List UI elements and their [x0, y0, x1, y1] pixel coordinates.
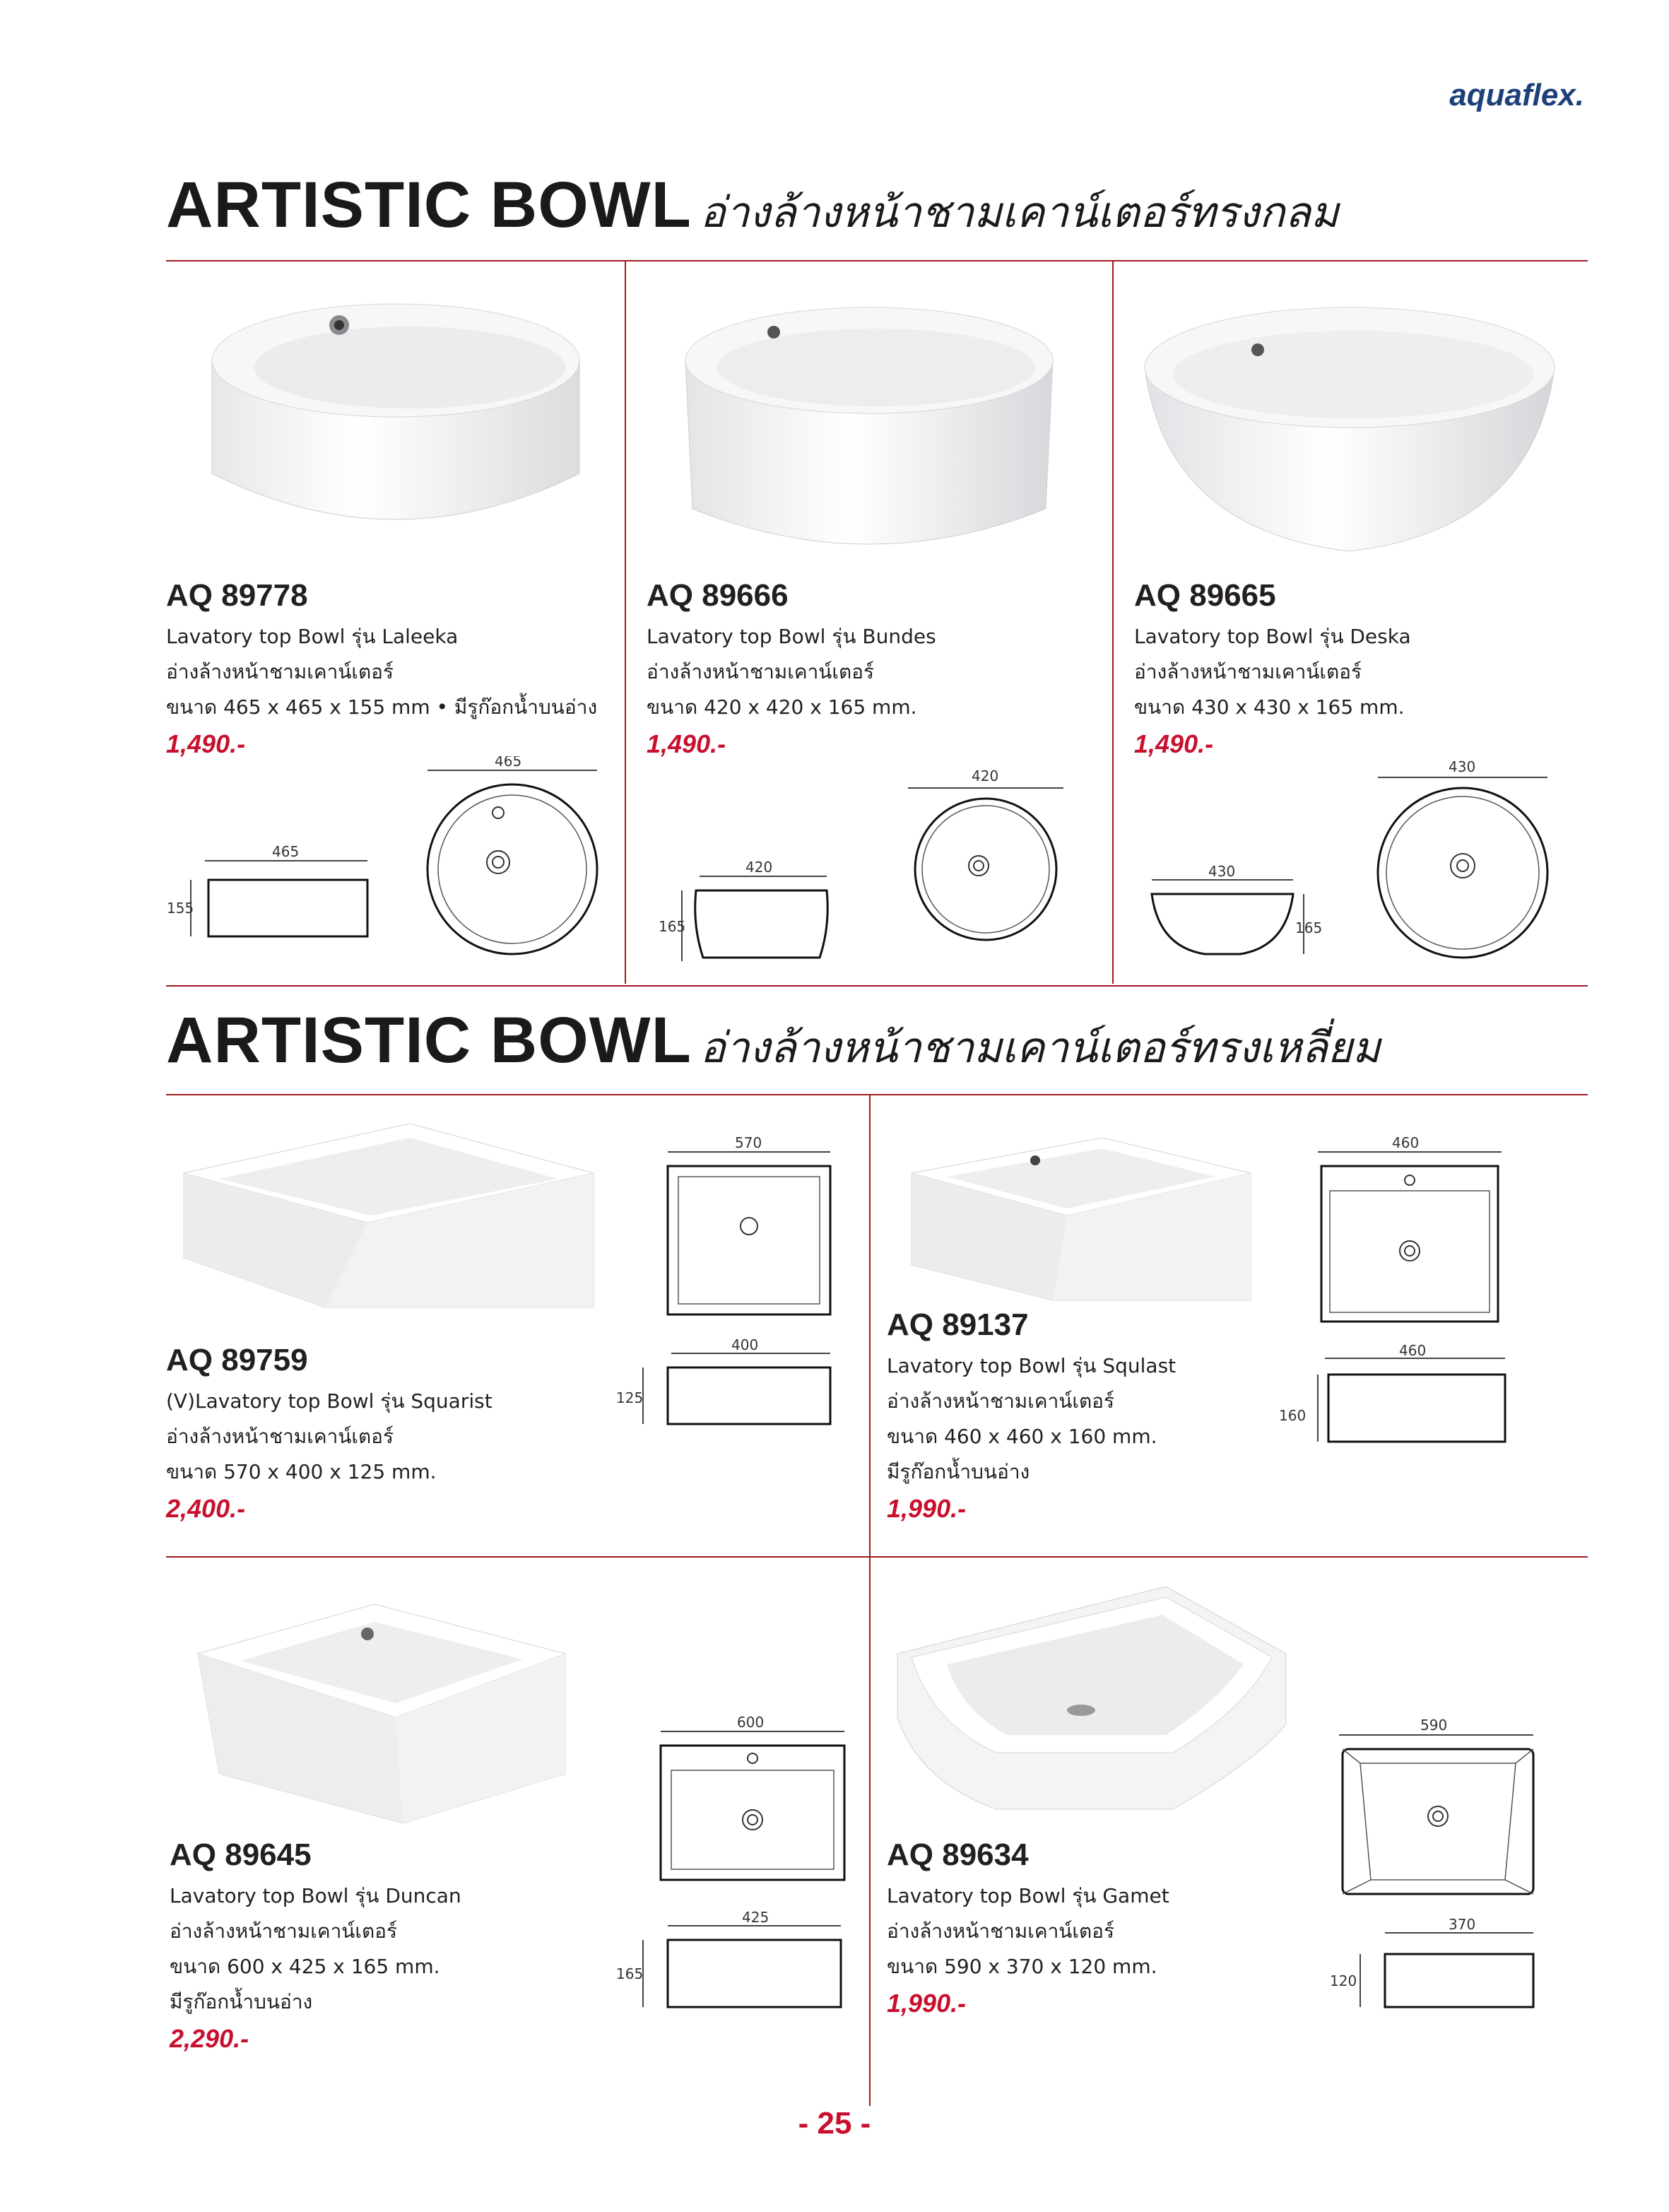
dim-width-label: 465: [272, 843, 300, 860]
dim-width-label: 425: [742, 1909, 769, 1926]
product-code: AQ 89778: [166, 578, 308, 613]
product-name: Lavatory top Bowl รุ่น Deska: [1134, 625, 1411, 648]
side-view-drawing-duncan: [615, 1908, 848, 2014]
dim-width-label: 370: [1449, 1916, 1476, 1933]
product-note: มีรูก๊อกน้ำบนอ่าง: [170, 1990, 313, 2013]
product-size: ขนาด 600 x 425 x 165 mm.: [170, 1955, 440, 1978]
product-card-aq89778: [166, 578, 597, 763]
product-code: AQ 89666: [647, 578, 789, 613]
side-view-drawing-deska: [1141, 855, 1339, 961]
product-type: อ่างล้างหน้าชามเคาน์เตอร์: [887, 1919, 1115, 1943]
product-card-aq89666: [647, 578, 936, 763]
product-card-aq89665: [1134, 578, 1411, 763]
product-note: มีรูก๊อกน้ำบนอ่าง: [887, 1460, 1030, 1483]
section-square-title: [166, 1004, 1381, 1081]
product-name: Lavatory top Bowl รุ่น Squlast: [887, 1354, 1176, 1377]
product-code: AQ 89137: [887, 1307, 1029, 1342]
product-name: Lavatory top Bowl รุ่น Duncan: [170, 1884, 461, 1907]
dim-width-label: 420: [745, 859, 773, 876]
section-round-title-en: ARTISTIC BOWL: [166, 169, 692, 241]
dim-width-label: 590: [1420, 1717, 1448, 1734]
section-square-title-th: อ่างล้างหน้าชามเคาน์เตอร์ทรงเหลี่ยม: [700, 1023, 1381, 1073]
page-number: - 25 -: [798, 2106, 871, 2141]
divider: [166, 985, 1588, 987]
product-type: อ่างล้างหน้าชามเคาน์เตอร์: [647, 660, 875, 683]
side-view-drawing-squlast: [1272, 1343, 1512, 1449]
top-view-drawing-deska: [1367, 756, 1558, 961]
top-view-drawing-gamet: [1328, 1710, 1540, 1901]
dim-width-label: 465: [495, 756, 522, 770]
top-view-drawing-bundes: [901, 763, 1071, 947]
divider: [166, 1556, 1588, 1558]
product-photo-bundes: [678, 297, 1060, 565]
product-photo-gamet: [890, 1576, 1293, 1823]
product-size: ขนาด 590 x 370 x 120 mm.: [887, 1955, 1157, 1978]
dim-width-label: 570: [735, 1134, 762, 1151]
top-view-drawing-laleeka: [417, 756, 608, 961]
product-name: Lavatory top Bowl รุ่น Laleeka: [166, 625, 459, 648]
product-photo-squlast: [904, 1131, 1258, 1314]
product-code: AQ 89645: [170, 1837, 312, 1872]
dim-height-label: 160: [1279, 1407, 1307, 1424]
product-photo-squarist: [177, 1117, 601, 1329]
product-size: ขนาด 570 x 400 x 125 mm.: [166, 1460, 437, 1483]
product-size: ขนาด 420 x 420 x 165 mm.: [647, 695, 917, 719]
product-price: 2,400.-: [166, 1494, 246, 1523]
section-round-title-th: อ่างล้างหน้าชามเคาน์เตอร์ทรงกลม: [700, 188, 1339, 237]
product-type: อ่างล้างหน้าชามเคาน์เตอร์: [166, 1425, 394, 1448]
product-type: อ่างล้างหน้าชามเคาน์เตอร์: [170, 1919, 398, 1943]
product-card-aq89645: [170, 1837, 461, 2058]
top-view-drawing-squlast: [1314, 1131, 1505, 1329]
product-card-aq89759: [166, 1343, 493, 1528]
product-price: 1,490.-: [647, 729, 726, 758]
product-name: Lavatory top Bowl รุ่น Gamet: [887, 1884, 1169, 1907]
divider: [166, 1094, 1588, 1095]
dim-height-label: 165: [616, 1965, 644, 1982]
product-card-aq89634: [887, 1837, 1169, 2023]
dim-height-label: 165: [659, 918, 686, 935]
product-price: 2,290.-: [170, 2024, 249, 2053]
product-type: อ่างล้างหน้าชามเคาน์เตอร์: [887, 1389, 1115, 1413]
side-view-drawing-squarist: [615, 1336, 841, 1435]
side-view-drawing-gamet: [1328, 1915, 1540, 2014]
side-view-drawing-bundes: [657, 855, 841, 968]
product-photo-deska: [1138, 297, 1562, 565]
product-type: อ่างล้างหน้าชามเคาน์เตอร์: [166, 660, 394, 683]
dim-width-label: 460: [1392, 1134, 1420, 1151]
product-code: AQ 89759: [166, 1343, 308, 1377]
product-photo-laleeka: [198, 283, 594, 565]
top-view-drawing-squarist: [664, 1131, 834, 1322]
dim-height-label: 125: [616, 1389, 644, 1406]
dim-width-label: 430: [1208, 863, 1236, 880]
product-price: 1,490.-: [1134, 729, 1214, 758]
product-price: 1,990.-: [887, 1494, 967, 1523]
product-name: (V)Lavatory top Bowl รุ่น Squarist: [166, 1389, 493, 1413]
dim-width-label: 400: [731, 1336, 759, 1353]
column-divider: [869, 1095, 871, 2106]
dim-width-label: 420: [972, 767, 999, 784]
product-price: 1,490.-: [166, 729, 246, 758]
dim-height-label: 155: [167, 900, 194, 917]
product-name: Lavatory top Bowl รุ่น Bundes: [647, 625, 936, 648]
dim-height-label: 165: [1295, 919, 1323, 936]
section-round-title: [166, 168, 1339, 246]
column-divider: [625, 261, 626, 984]
dim-width-label: 460: [1399, 1343, 1427, 1359]
product-code: AQ 89665: [1134, 578, 1276, 613]
dim-height-label: 120: [1330, 1972, 1357, 1989]
side-view-drawing-laleeka: [163, 841, 375, 954]
product-size: ขนาด 430 x 430 x 165 mm.: [1134, 695, 1405, 719]
product-code: AQ 89634: [887, 1837, 1029, 1872]
product-type: อ่างล้างหน้าชามเคาน์เตอร์: [1134, 660, 1362, 683]
top-view-drawing-duncan: [654, 1710, 851, 1887]
product-price: 1,990.-: [887, 1989, 967, 2018]
brand-logo: aquaflex.: [1449, 78, 1584, 112]
section-square-title-en: ARTISTIC BOWL: [166, 1004, 692, 1076]
column-divider: [1112, 261, 1114, 984]
product-card-aq89137: [887, 1307, 1176, 1528]
product-size: ขนาด 465 x 465 x 155 mm • มีรูก๊อกน้ำบนอ่าง: [166, 695, 598, 719]
product-size: ขนาด 460 x 460 x 160 mm.: [887, 1425, 1157, 1448]
dim-width-label: 600: [737, 1714, 765, 1731]
divider: [166, 260, 1588, 261]
dim-width-label: 430: [1449, 758, 1476, 775]
product-photo-duncan: [191, 1597, 572, 1830]
